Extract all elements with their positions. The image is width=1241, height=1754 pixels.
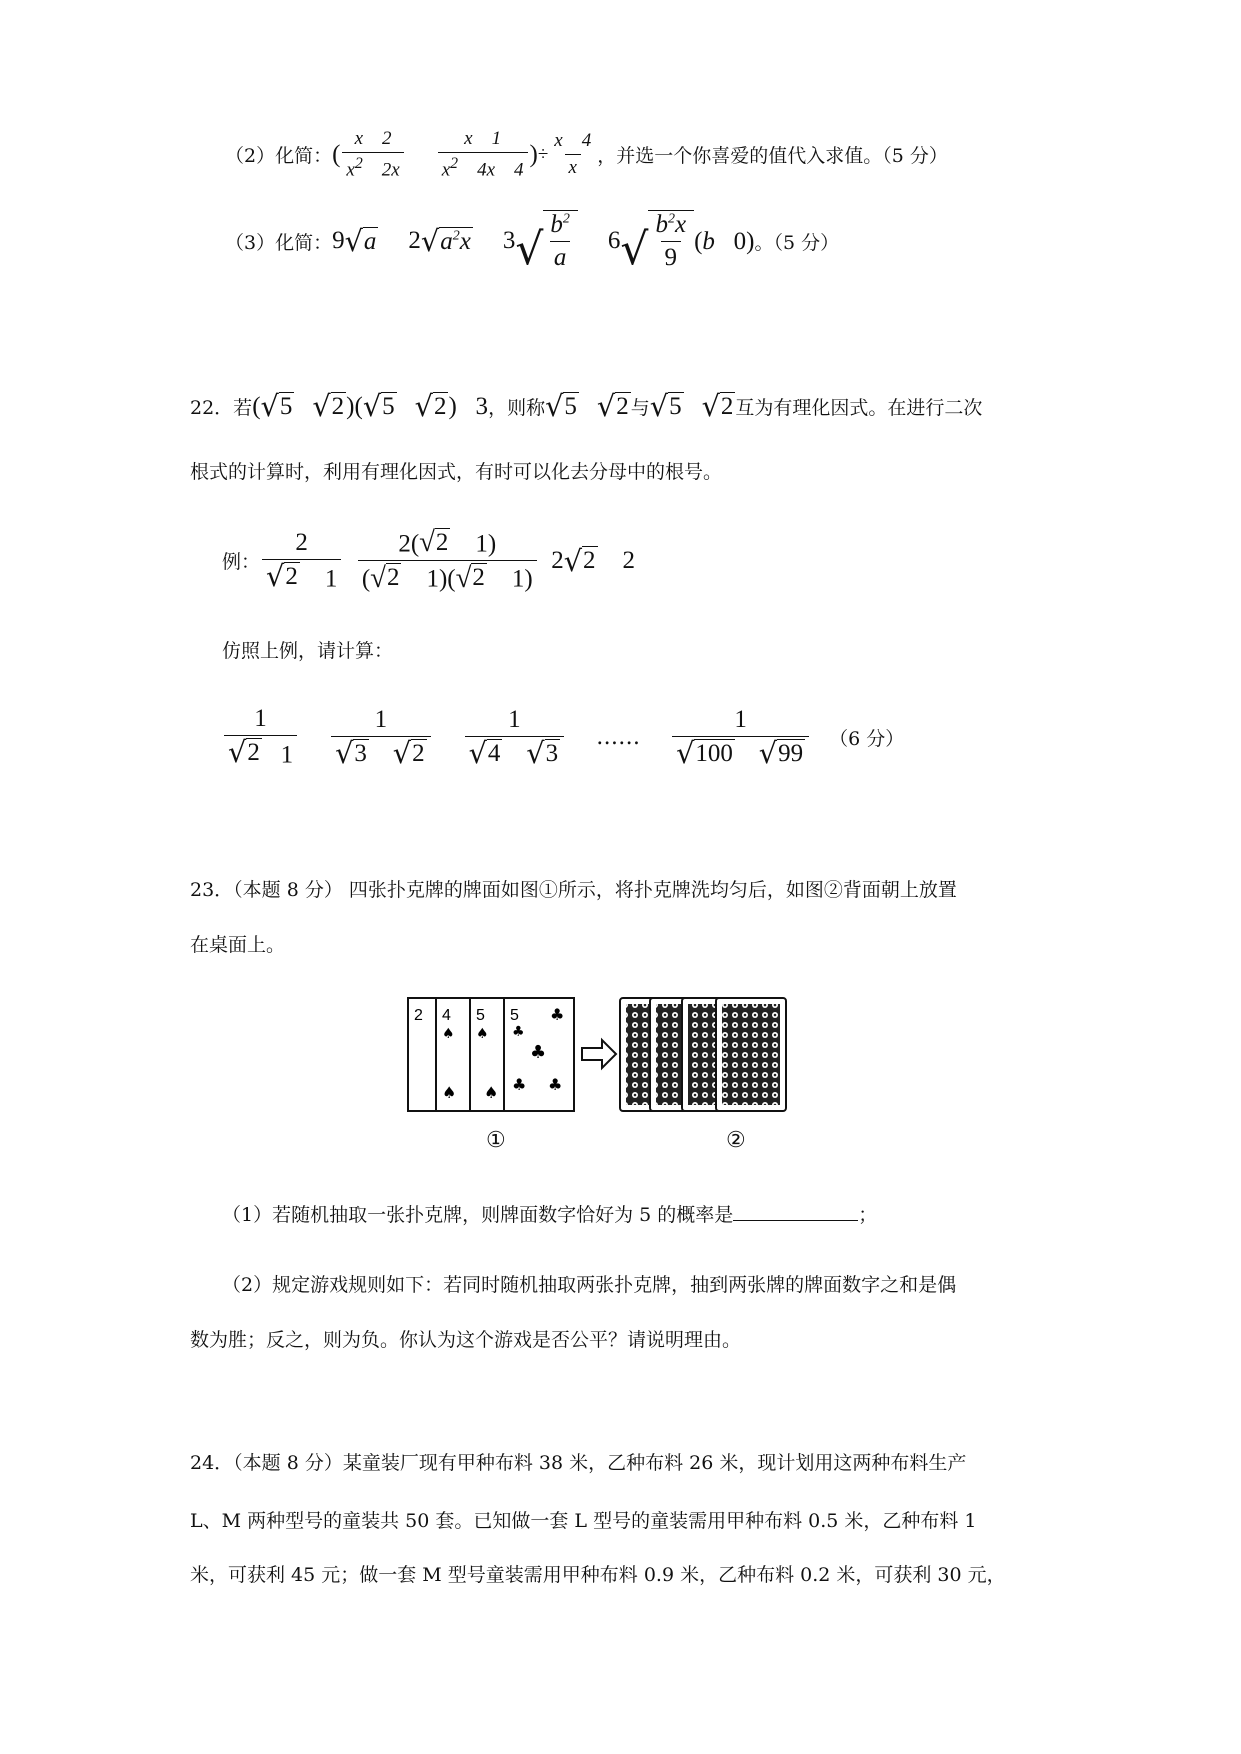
card-4-value: 4 [442, 1007, 451, 1024]
svg-text:♣: ♣ [548, 1075, 563, 1094]
q22-score: （6 分） [829, 727, 905, 750]
q22-intro: 22．若 ( √ 5 √ 2 )( √ 5 √ 2 ) 3 ，则称 √ 5 √ 2 与 √ 5 √ 2 互为有理化因式。在进行二次 [190, 389, 983, 424]
q23-line1: 23．（本题 8 分） 四张扑克牌的牌面如图①所示，将扑克牌洗均匀后，如图②背面朝上放置 [190, 879, 957, 901]
sqrt: √ $a^2x$ [420, 223, 471, 258]
svg-text:♣: ♣ [550, 1005, 565, 1024]
q23-part2-line2: 数为胜；反之，则为负。你认为这个游戏是否公平？请说明理由。 [190, 1329, 742, 1351]
q22-intro-prefix: 22．若 [190, 397, 253, 419]
cards-svg [400, 990, 840, 1150]
fraction: $\frac{x 1}{x^2 4x 4}$ [438, 128, 528, 181]
q23-part1-prefix: （1）若随机抽取一张扑克牌，则牌面数字恰好为 5 的概率是 [222, 1204, 734, 1226]
q22-example-label: 例： [222, 551, 261, 574]
sqrt: √ $\frac{b^2x}{9}$ [620, 210, 694, 272]
right-arrow-icon [582, 1040, 616, 1068]
svg-text:♠: ♠ [442, 1083, 457, 1102]
q23-part1 [222, 1200, 877, 1227]
q21-part2-suffix: ，并选一个你喜爱的值代入求值。（5 分） [597, 145, 948, 168]
card-5-club [504, 998, 574, 1111]
svg-text:♣: ♣ [530, 1042, 547, 1063]
svg-text:♣: ♣ [512, 1075, 527, 1094]
q22-dots: …… [596, 724, 641, 750]
q24-line1: 24．（本题 8 分）某童装厂现有甲种布料 38 米，乙种布料 26 米，现计划用这两种布料生产 [190, 1452, 967, 1474]
q21-part3: （3）化简： 9 √ a 2 √ $a^2x$ 3 √ $\frac{b^2}{a}$ 6 √ $\frac{b^2x}{9}$ (b 0) 。（5 分） [225, 211, 840, 275]
q21-part2: （2）化简： ( $\frac{x 2}{x^2 2x}$ $\frac{x 1}{x^2 4x 4}$ ) ÷ $\frac{x 4}{x}$ ，并选一个你喜爱的值代入求值。（5 分） [225, 128, 948, 181]
q23-line2: 在桌面上。 [190, 934, 286, 956]
card-5b-value: 5 [510, 1007, 519, 1024]
q21-part3-suffix: 。（5 分） [754, 231, 840, 254]
fraction: $\frac{x 4}{x}$ [554, 130, 592, 179]
figure-1-label: ① [486, 1128, 506, 1153]
answer-blank[interactable] [733, 1202, 858, 1221]
playing-cards-figure [400, 990, 840, 1155]
q21-part3-prefix: （3）化简： [225, 231, 333, 254]
q22-sum: 1 √ 2 1 1 √ 3 √ 2 1 √ 4 √ 3 …… 1 √ 100 √ 99 （6 分） [222, 705, 904, 769]
sqrt: √ a [344, 223, 377, 258]
svg-text:♠: ♠ [476, 1026, 489, 1042]
q24-line3: 米，可获利 45 元；做一套 M 型号童装需用甲种布料 0.9 米，乙种布料 0.2 米，可获利 30 元， [190, 1564, 1006, 1586]
figure-2-label: ② [726, 1128, 746, 1153]
card-2-value: 2 [414, 1007, 423, 1024]
q22-intro-mid1: ，则称 [488, 397, 546, 419]
card-5-value: 5 [476, 1007, 485, 1024]
q23-part1-suffix: ； [858, 1204, 878, 1226]
card-back-4 [716, 998, 786, 1111]
q22-intro-tail: 互为有理化因式。在进行二次 [735, 397, 983, 419]
q22-imitate: 仿照上例，请计算： [222, 640, 394, 662]
svg-text:♣: ♣ [512, 1024, 525, 1040]
svg-text:♠: ♠ [484, 1083, 499, 1102]
q23-part2-line1: （2）规定游戏规则如下：若同时随机抽取两张扑克牌，抽到两张牌的牌面数字之和是偶 [222, 1274, 957, 1296]
q22-line2: 根式的计算时，利用有理化因式，有时可以化去分母中的根号。 [190, 461, 723, 483]
q22-intro-mid2: 与 [630, 397, 650, 419]
svg-text:♠: ♠ [442, 1026, 455, 1042]
q21-part2-prefix: （2）化简： [225, 145, 333, 168]
sqrt: √ $\frac{b^2}{a}$ [515, 210, 578, 272]
q22-example: 例： 2 √ 2 1 2( √ 2 1) ( √ 2 1)( √ 2 1) 2 √ 2 2 [222, 526, 636, 594]
q24-line2: L、M 两种型号的童装共 50 套。已知做一套 L 型号的童装需用甲种布料 0.5 米，乙种布料 1 [190, 1510, 977, 1532]
fraction: $\frac{x 2}{x^2 2x}$ [342, 128, 403, 181]
